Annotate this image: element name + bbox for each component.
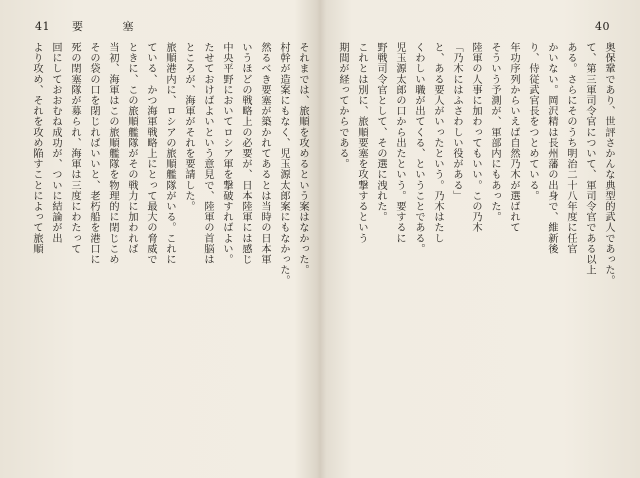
- text-column: これとは別に、旅順要塞を攻撃するという: [356, 42, 367, 244]
- text-column: と、ある要人がいったという。乃木はたし: [432, 42, 443, 244]
- left-text-columns: [24, 42, 310, 462]
- text-column: 年功序列からいえば自然乃木が選ばれて: [508, 42, 519, 233]
- text-column: 野戦司令官として、その選に洩れた。: [375, 42, 386, 223]
- text-column: そういう予測が、軍部内にもあった。: [489, 42, 500, 223]
- text-column: 奥保鞏であり、世評さかんな典型的武人であった。: [603, 42, 614, 286]
- left-running-head: [35, 18, 152, 36]
- text-column: いうほどの戦略上の必要が、日本陸軍には感じ: [240, 42, 251, 265]
- right-page: [322, 0, 640, 478]
- text-column: 当初、海軍はこの旅順艦隊を物理的に閉じこめ: [107, 42, 118, 265]
- text-column: 期間が経ってからである。: [337, 42, 348, 170]
- text-column: 村幹が造案にもなく、児玉源太郎案にもなかった。: [278, 42, 289, 286]
- left-page: [0, 0, 318, 478]
- text-column: かいない。岡沢精は長州藩の出身で、維新後: [546, 42, 557, 254]
- right-text-columns: [330, 42, 616, 462]
- text-column: 「乃木にはふさわしい役がある」: [451, 42, 462, 201]
- text-column: 児玉源太郎の口から出たという。要するに: [394, 42, 405, 244]
- text-column: たせておけばよいという意見で、陸軍の首脳は: [202, 42, 213, 265]
- chapter-title: 要 塞: [72, 20, 152, 33]
- text-column: ている、かつ海軍戦略上にとって最大の脅威で: [145, 42, 156, 265]
- text-column: くわしい職が出てくる、ということである。: [413, 42, 424, 254]
- text-column: 中央平野においてロシア軍を撃破すればよい。: [221, 42, 232, 265]
- text-column: より攻め、それを攻め陥すことによって旅順: [31, 42, 42, 254]
- text-column: 回にしておおむね成功が、ついに結論が出: [50, 42, 61, 244]
- text-column: ときに、この旅順艦隊がその戦力に加われば: [126, 42, 137, 254]
- text-column: り、侍従武官長をつとめている。: [527, 42, 538, 201]
- text-column: 旅順港内に、ロシアの旅順艦隊がいる。これに: [164, 42, 175, 265]
- text-column: て、第三軍司令官について、軍司令官である以上: [584, 42, 595, 276]
- left-page-number: 41: [35, 20, 50, 33]
- text-column: それまでは、旅順を攻めるという案はなかった。: [297, 42, 308, 276]
- right-running-head: [595, 18, 610, 36]
- text-column: ある。さらにそのうち明治二十八年度に任官: [565, 42, 576, 254]
- right-page-number: 40: [595, 20, 610, 33]
- text-column: 然るべき要塞が築かれてあるとは当時の日本軍: [259, 42, 270, 265]
- text-column: ところが、海軍がそれを要請した。: [183, 42, 194, 212]
- text-column: その袋の口を閉じればいいと、老朽船を港口に: [88, 42, 99, 265]
- text-column: 死の閉塞隊が募られ、海軍は三度にわたって: [69, 42, 80, 254]
- text-column: 陸軍の人事に加わってもいい。この乃木: [470, 42, 481, 233]
